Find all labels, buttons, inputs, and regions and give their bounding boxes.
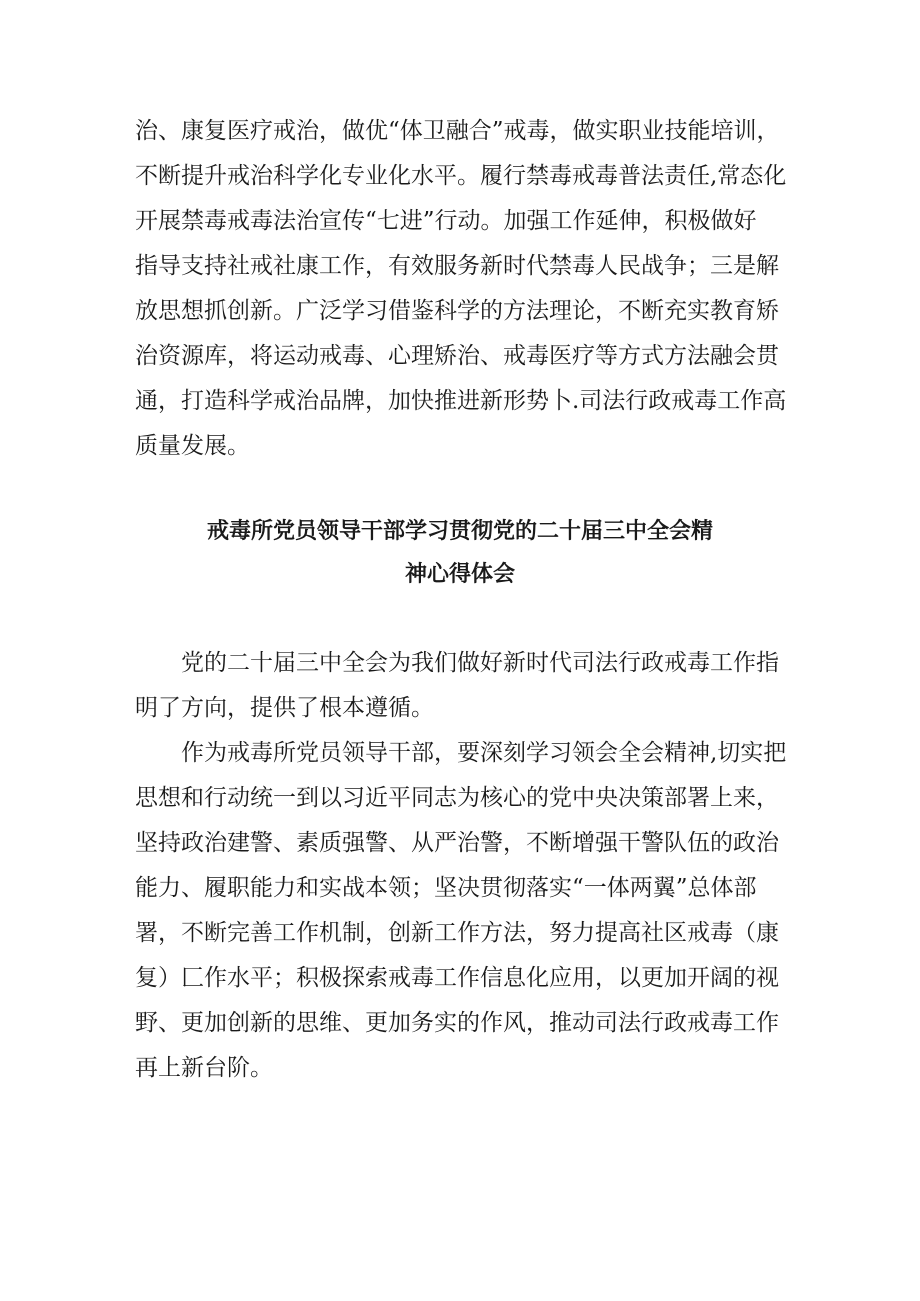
title-line: 神心得体会 <box>404 562 515 587</box>
text-line: 党的二十届三中全会为我们做好新时代司法行政戒毒工作指 <box>181 650 779 676</box>
text-line: 再上新台阶。 <box>135 1055 273 1081</box>
text-line: 明了方向，提供了根本遵循。 <box>135 695 434 721</box>
text-line: 作为戒毒所党员领导干部，要深刻学习领会全会精神,切实把 <box>181 740 787 766</box>
text-line: 开展禁毒戒毒法治宣传“七进”行动。加强工作延伸，积极做好 <box>135 208 757 234</box>
text-line: 指导支持社戒社康工作，有效服务新时代禁毒人民战争；三是解 <box>135 253 779 279</box>
text-line: 通，打造科学戒治品牌，加快推进新形势卜.司法行政戒毒工作高 <box>135 388 787 414</box>
text-line: 不断提升戒治科学化专业化水平。履行禁毒戒毒普法责任,常态化 <box>135 163 787 189</box>
text-line: 复）匚作水平；积极探索戒毒工作信息化应用，以更加开阔的视 <box>135 965 779 991</box>
text-line: 署，不断完善工作机制，创新工作方法，努力提高社区戒毒（康 <box>135 920 779 946</box>
text-line: 能力、履职能力和实战本领；坚决贯彻落实“一体两翼”总体部 <box>135 875 757 901</box>
text-line: 放思想抓创新。广泛学习借鉴科学的方法理论，不断充实教育矫 <box>135 298 779 324</box>
text-line: 治、康复医疗戒治，做优“体卫融合”戒毒，做实职业技能培训， <box>135 118 780 144</box>
text-line: 质量发展。 <box>135 433 250 459</box>
text-line: 思想和行动统一到以习近平同志为核心的党中央决策部署上来， <box>135 785 779 811</box>
title-line: 戒毒所党员领导干部学习贯彻党的二十届三中全会精 <box>206 519 713 544</box>
text-line: 治资源库，将运动戒毒、心理矫治、戒毒医疗等方式方法融会贯 <box>135 343 779 369</box>
text-line: 野、更加创新的思维、更加务实的作风，推动司法行政戒毒工作 <box>135 1010 779 1036</box>
text-line: 坚持政治建警、素质强警、从严治警，不断增强干警队伍的政治 <box>135 830 779 856</box>
